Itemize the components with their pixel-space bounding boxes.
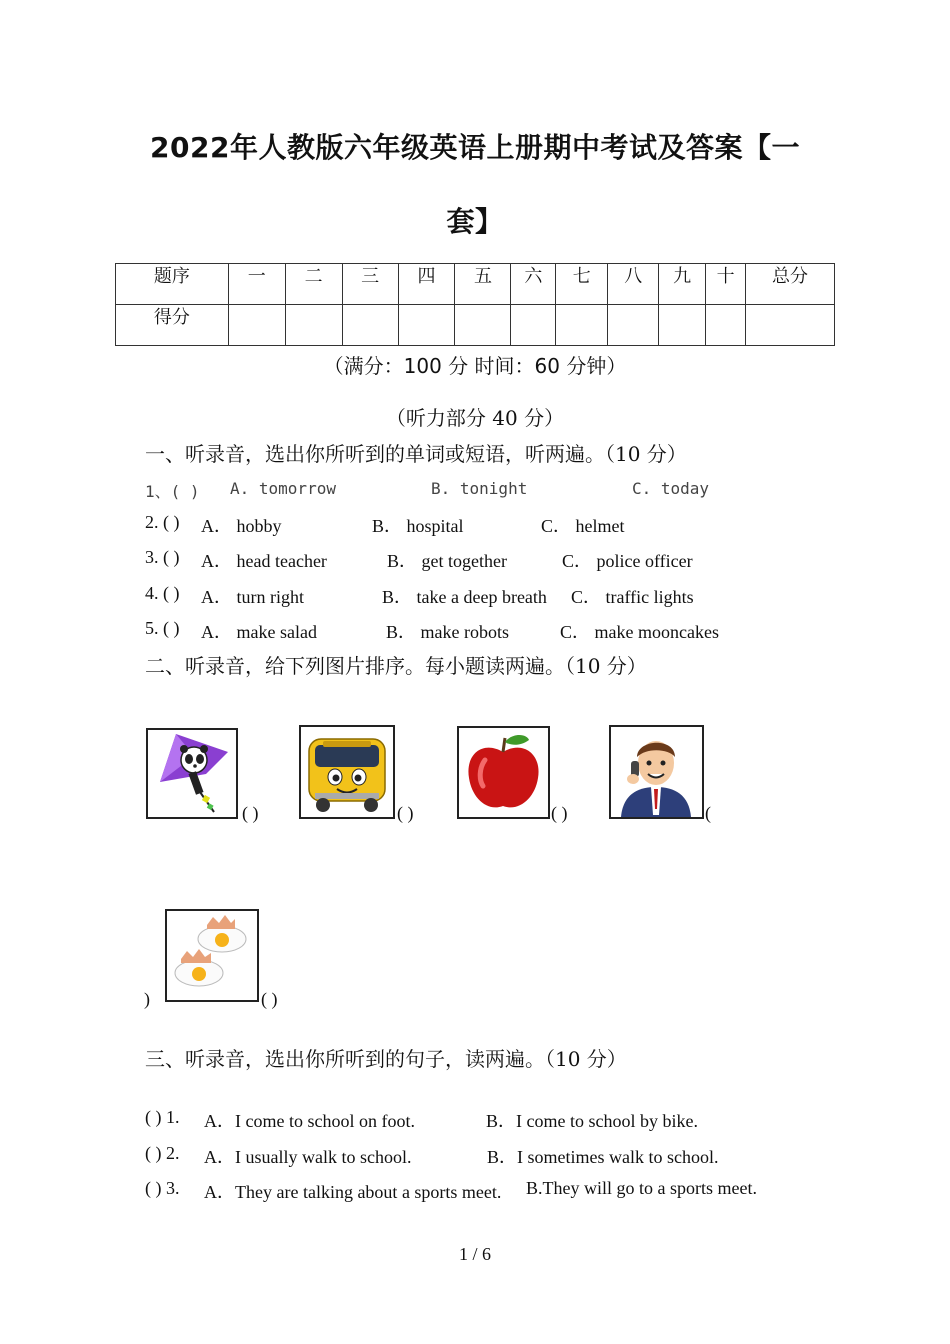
bus-image — [299, 725, 395, 819]
s3-q1-option-b: B．I come to school by bike. — [486, 1111, 698, 1131]
s3-q3-number: ( ) 3. — [145, 1178, 180, 1198]
score-row-label: 得分 — [116, 305, 229, 346]
score-cell-8: 八 — [608, 264, 659, 305]
listening-part-label: （听力部分 40 分） — [385, 406, 565, 430]
s3-q3-option-a: A．They are talking about a sports meet. — [204, 1182, 502, 1202]
phone-man-image — [609, 725, 704, 819]
q4-option-b: B． take a deep breath — [382, 587, 547, 607]
q2-option-c: C． helmet — [541, 516, 625, 536]
q2-option-b: B． hospital — [372, 516, 464, 536]
score-table — [115, 263, 835, 346]
score-input-cell[interactable] — [608, 305, 659, 346]
bus-icon — [301, 727, 393, 817]
document-title-line1: 2022年人教版六年级英语上册期中考试及答案【一 — [150, 131, 800, 164]
score-cell-total: 总分 — [746, 264, 835, 305]
score-input-cell[interactable] — [228, 305, 285, 346]
q3-option-b: B． get together — [387, 551, 507, 571]
answer-paren-1[interactable]: ( ) — [242, 803, 259, 823]
section3-heading: 三、听录音，选出你所听到的句子，读两遍。（10 分） — [145, 1047, 627, 1071]
q4-number: 4. ( ) — [145, 583, 180, 603]
section2-heading: 二、听录音，给下列图片排序。每小题读两遍。（10 分） — [145, 654, 647, 678]
score-cell-10: 十 — [706, 264, 746, 305]
q4-option-c: C． traffic lights — [571, 587, 694, 607]
score-table-score-row — [116, 305, 835, 346]
q1-option-a: A. tomorrow — [230, 479, 336, 498]
s3-q1-number: ( ) 1. — [145, 1107, 180, 1127]
score-cell-6: 六 — [511, 264, 556, 305]
eggs-image — [165, 909, 259, 1002]
kite-image — [146, 728, 238, 819]
score-input-cell[interactable] — [659, 305, 706, 346]
s3-q2-number: ( ) 2. — [145, 1143, 180, 1163]
score-table-header-row — [116, 264, 835, 305]
score-cell-1: 一 — [228, 264, 285, 305]
score-input-cell[interactable] — [398, 305, 455, 346]
s3-q2-option-b: B．I sometimes walk to school. — [487, 1147, 719, 1167]
answer-paren-3[interactable]: ( ) — [551, 803, 568, 823]
answer-paren-4-close: ) — [144, 989, 150, 1009]
apple-icon — [459, 728, 548, 817]
score-input-cell[interactable] — [511, 305, 556, 346]
score-input-cell[interactable] — [342, 305, 398, 346]
q1-option-c: C. today — [632, 479, 710, 498]
section1-heading: 一、听录音，选出你所听到的单词或短语，听两遍。（10 分） — [145, 442, 687, 466]
exam-meta: （满分：100 分 时间：60 分钟） — [323, 354, 627, 378]
q2-option-a: A． hobby — [201, 516, 282, 536]
q3-number: 3. ( ) — [145, 547, 180, 567]
score-cell-5: 五 — [455, 264, 511, 305]
score-input-cell[interactable] — [455, 305, 511, 346]
q5-option-c: C． make mooncakes — [560, 622, 719, 642]
score-cell-9: 九 — [659, 264, 706, 305]
score-input-cell[interactable] — [556, 305, 608, 346]
s3-q2-option-a: A．I usually walk to school. — [204, 1147, 412, 1167]
score-cell-4: 四 — [398, 264, 455, 305]
score-input-cell[interactable] — [746, 305, 835, 346]
q4-option-a: A． turn right — [201, 587, 304, 607]
answer-paren-4-open[interactable]: ( — [705, 803, 711, 823]
q3-option-c: C． police officer — [562, 551, 693, 571]
q2-number: 2. ( ) — [145, 512, 180, 532]
q5-option-b: B． make robots — [386, 622, 509, 642]
apple-image — [457, 726, 550, 819]
s3-q3-option-b: B.They will go to a sports meet. — [526, 1178, 757, 1198]
score-cell-2: 二 — [285, 264, 342, 305]
q1-number: 1、( ) — [145, 482, 200, 501]
score-input-cell[interactable] — [706, 305, 746, 346]
score-cell-label: 题序 — [116, 264, 229, 305]
q1-option-b: B. tonight — [431, 479, 528, 498]
document-title-line2: 套】 — [446, 205, 504, 238]
q5-option-a: A． make salad — [201, 622, 317, 642]
eggs-icon — [167, 911, 257, 1000]
page-number: 1 / 6 — [458, 1244, 491, 1264]
q3-option-a: A． head teacher — [201, 551, 327, 571]
score-input-cell[interactable] — [285, 305, 342, 346]
q5-number: 5. ( ) — [145, 618, 180, 638]
kite-icon — [148, 730, 236, 817]
score-cell-7: 七 — [556, 264, 608, 305]
phone-man-icon — [611, 727, 702, 817]
answer-paren-2[interactable]: ( ) — [397, 803, 414, 823]
score-cell-3: 三 — [342, 264, 398, 305]
answer-paren-5[interactable]: ( ) — [261, 989, 278, 1009]
s3-q1-option-a: A．I come to school on foot. — [204, 1111, 415, 1131]
